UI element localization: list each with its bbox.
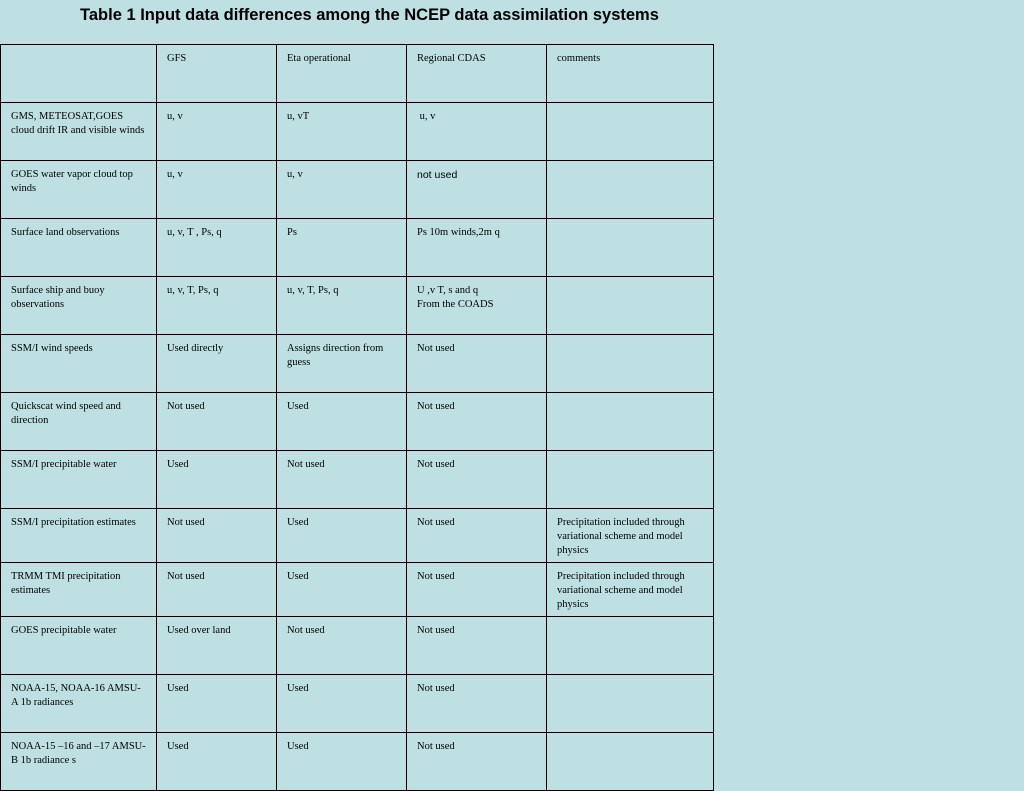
header-cell-cdas: Regional CDAS	[407, 45, 547, 103]
table-cell: SSM/I wind speeds	[1, 335, 157, 393]
table-cell: u, v	[277, 161, 407, 219]
table-row	[1, 451, 714, 509]
table-row	[1, 393, 714, 451]
table-cell: Not used	[407, 675, 547, 733]
table-cell: Used directly	[157, 335, 277, 393]
table-cell	[547, 675, 714, 733]
table-row	[1, 219, 714, 277]
table-cell: u, v, T, Ps, q	[157, 277, 277, 335]
table-cell: Not used	[157, 509, 277, 563]
table-cell: Not used	[407, 335, 547, 393]
table-cell: Not used	[277, 617, 407, 675]
table-cell	[547, 617, 714, 675]
table-cell: NOAA-15, NOAA-16 AMSU-A 1b radiances	[1, 675, 157, 733]
header-cell-gfs: GFS	[157, 45, 277, 103]
header-row	[1, 45, 714, 103]
table-cell	[547, 277, 714, 335]
table-cell: u, v, T , Ps, q	[157, 219, 277, 277]
table-cell: GMS, METEOSAT,GOES cloud drift IR and visible winds	[1, 103, 157, 161]
table-cell	[547, 335, 714, 393]
table-cell: Precipitation included through variational scheme and model physics	[547, 563, 714, 617]
table-cell	[547, 393, 714, 451]
table-row	[1, 675, 714, 733]
table-cell: Used	[277, 563, 407, 617]
table-cell: SSM/I precipitable water	[1, 451, 157, 509]
header-cell-eta: Eta operational	[277, 45, 407, 103]
table-cell: Not used	[157, 393, 277, 451]
table-cell: SSM/I precipitation estimates	[1, 509, 157, 563]
table-cell: Precipitation included through variational scheme and model physics	[547, 509, 714, 563]
table-row	[1, 509, 714, 563]
table-cell	[547, 103, 714, 161]
table-cell: Surface ship and buoy observations	[1, 277, 157, 335]
table-cell: GOES precipitable water	[1, 617, 157, 675]
table-cell	[547, 451, 714, 509]
table-cell: u, v, T, Ps, q	[277, 277, 407, 335]
table-row	[1, 277, 714, 335]
table-title: Table 1 Input data differences among the NCEP data assimilation systems	[80, 6, 659, 24]
table-cell: U ,v T, s and q From the COADS	[407, 277, 547, 335]
table-row	[1, 617, 714, 675]
table-cell: Not used	[407, 617, 547, 675]
table-cell: Not used	[157, 563, 277, 617]
table-cell: Not used	[407, 393, 547, 451]
table-row	[1, 161, 714, 219]
table-cell: Used	[277, 393, 407, 451]
table-cell: Not used	[407, 733, 547, 791]
table-cell: u, vT	[277, 103, 407, 161]
table-cell: Used	[157, 451, 277, 509]
table-cell: Ps	[277, 219, 407, 277]
table-cell: Surface land observations	[1, 219, 157, 277]
table-cell: Assigns direction from guess	[277, 335, 407, 393]
table-cell: Used	[277, 675, 407, 733]
table-row	[1, 733, 714, 791]
header-cell-comments: comments	[547, 45, 714, 103]
table-cell	[547, 219, 714, 277]
table-row	[1, 563, 714, 617]
table-cell: Used	[157, 733, 277, 791]
data-table	[0, 44, 714, 791]
table-cell: TRMM TMI precipitation estimates	[1, 563, 157, 617]
table-cell: Quickscat wind speed and direction	[1, 393, 157, 451]
header-cell-blank	[1, 45, 157, 103]
table-cell: Not used	[407, 451, 547, 509]
table-cell: Not used	[407, 509, 547, 563]
table-cell: Used over land	[157, 617, 277, 675]
table-cell: Used	[277, 509, 407, 563]
table-row	[1, 103, 714, 161]
table-row	[1, 335, 714, 393]
table-cell: Ps 10m winds,2m q	[407, 219, 547, 277]
table-cell: not used	[407, 161, 547, 219]
table-cell	[547, 733, 714, 791]
table-cell: NOAA-15 –16 and –17 AMSU-B 1b radiance s	[1, 733, 157, 791]
table-cell: u, v	[157, 103, 277, 161]
table-cell: u, v	[407, 103, 547, 161]
table-cell: Used	[157, 675, 277, 733]
table-cell: GOES water vapor cloud top winds	[1, 161, 157, 219]
table-cell: Not used	[407, 563, 547, 617]
table-cell: Not used	[277, 451, 407, 509]
table-cell: u, v	[157, 161, 277, 219]
table-cell: Used	[277, 733, 407, 791]
table-cell	[547, 161, 714, 219]
